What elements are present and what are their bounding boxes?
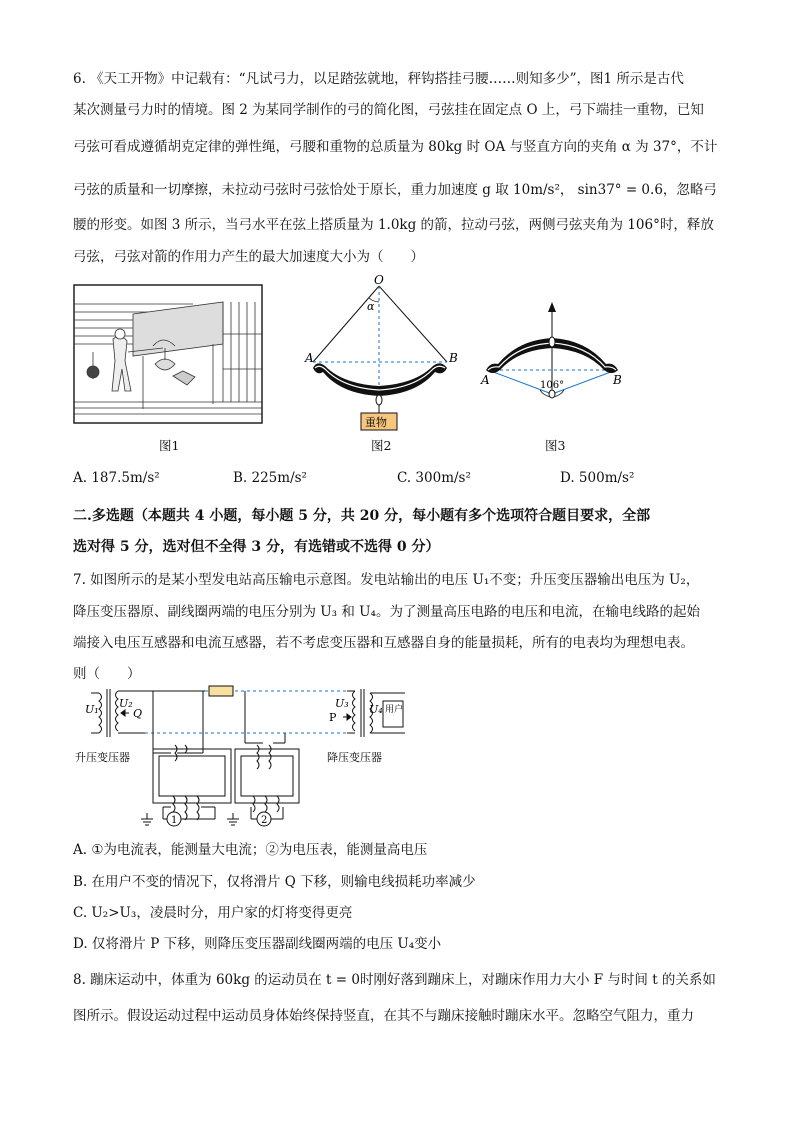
fig2-label-o: O (374, 273, 384, 287)
q6-option-b: B. 225m/s² (233, 470, 307, 486)
q8-line: 8. 蹦床运动中，体重为 60kg 的运动员在 t = 0时刚好落到蹦床上，对蹦床作用力大小 F 与时间 t 的关系如 (73, 972, 716, 988)
figure-2-bow-diagram (303, 272, 463, 434)
figure-3-caption: 图3 (545, 438, 566, 453)
figure-1-caption: 图1 (159, 438, 180, 453)
q7-option-d: D. 仅将滑片 P 下移，则降压变压器副线圈两端的电压 U₄变小 (73, 936, 442, 952)
q6-option-c: C. 300m/s² (397, 470, 471, 486)
q6-line: 6. 《天工开物》中记载有：“凡试弓力，以足踏弦就地，秤钩搭挂弓腰……则知多少”，图1 所示是古代 (73, 71, 684, 87)
q6-line: 某次测量弓力时的情境。图 2 为某同学制作的弓的简化图，弓弦挂在固定点 O 上，弓下端挂一重物，已知 (73, 102, 704, 118)
label-step-down: 降压变压器 (327, 751, 382, 764)
label-u4: U₄ (369, 703, 383, 716)
q7-line: 降压变压器原、副线圈两端的电压分别为 U₃ 和 U₄。为了测量高压电路的电压和电流，在输电线路的起始 (73, 604, 700, 620)
section-heading: 二.多选题（本题共 4 小题，每小题 5 分，共 20 分，每小题有多个选项符合题目要求，全部 (73, 508, 651, 524)
section-heading: 选对得 5 分，选对但不全得 3 分，有选错或不选得 0 分） (73, 539, 440, 555)
meter-1-label: 1 (171, 815, 178, 826)
fig3-label-angle: 106° (540, 380, 565, 391)
q7-option-b: B. 在用户不变的情况下，仅将滑片 Q 下移，则输电线损耗功率减少 (73, 874, 476, 890)
figure-2-caption: 图2 (371, 438, 392, 453)
q6-option-d: D. 500m/s² (560, 470, 635, 486)
q7-line: 端接入电压互感器和电流互感器，若不考虑变压器和互感器自身的能量损耗，所有的电表均为理想电表。 (73, 635, 694, 651)
q6-option-a: A. 187.5m/s² (73, 470, 160, 486)
figure-1-illustration (73, 284, 263, 424)
q7-option-c: C. U₂>U₃，凌晨时分，用户家的灯将变得更亮 (73, 905, 353, 921)
fig2-label-alpha: α (367, 300, 375, 313)
fig3-label-a: A (481, 373, 490, 387)
q6-line: 弓弦，弓弦对箭的作用力产生的最大加速度大小为（ ） (73, 249, 424, 265)
fig3-label-b: B (613, 373, 622, 387)
fig2-label-b: B (449, 351, 458, 365)
fig2-label-a: A (305, 351, 314, 365)
q6-line: 弓弦的质量和一切摩擦，未拉动弓弦时弓弦恰处于原长，重力加速度 g 取 10m/s²， sin37° = 0.6，忽略弓 (73, 182, 717, 198)
q7-line: 7. 如图所示的是某小型发电站高压输电示意图。发电站输出的电压 U₁不变；升压变压器输出电压为 U₂， (73, 572, 700, 588)
label-u2: U₂ (119, 697, 133, 710)
power-transmission-circuit (75, 683, 415, 833)
label-p: P (329, 711, 337, 724)
q6-line: 弓弦可看成遵循胡克定律的弹性绳，弓腰和重物的总质量为 80kg 时 OA 与竖直方向的夹角 α 为 37°，不计 (73, 139, 718, 155)
label-user: 用户 (385, 705, 404, 715)
q7-option-a: A. ①为电流表，能测量大电流；②为电压表，能测量高电压 (73, 842, 428, 858)
label-q: Q (133, 707, 143, 720)
figure-3-bow-diagram (478, 300, 628, 400)
q7-line: 则（ ） (73, 666, 141, 682)
label-u3: U₃ (335, 697, 349, 710)
fig2-label-weight: 重物 (365, 416, 387, 429)
label-step-up: 升压变压器 (75, 751, 130, 764)
label-u1: U₁ (85, 703, 99, 716)
q8-line: 图所示。假设运动过程中运动员身体始终保持竖直，在其不与蹦床接触时蹦床水平。忽略空气阻力，重力 (73, 1008, 694, 1024)
q6-line: 腰的形变。如图 3 所示，当弓水平在弦上搭质量为 1.0kg 的箭，拉动弓弦，两侧弓弦夹角为 106°时，释放 (73, 217, 714, 233)
meter-2-label: 2 (261, 815, 268, 826)
